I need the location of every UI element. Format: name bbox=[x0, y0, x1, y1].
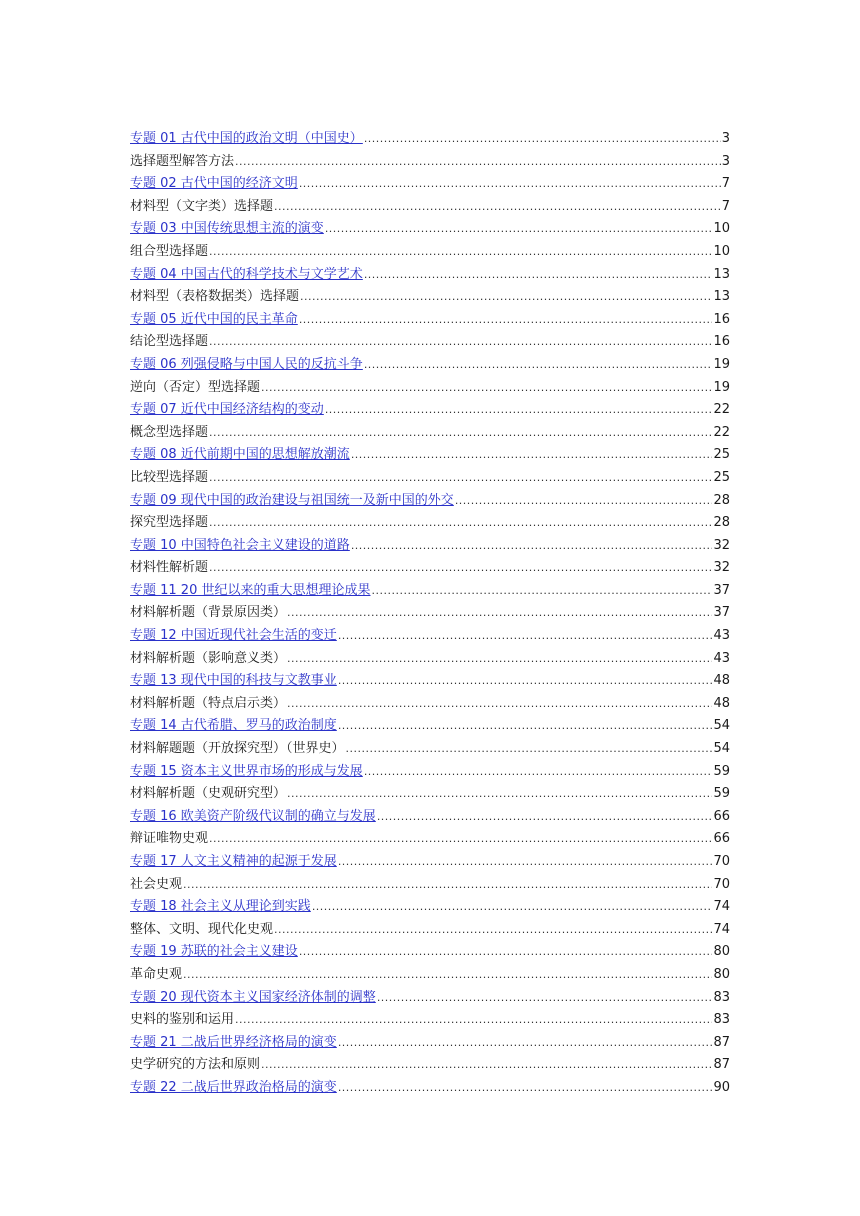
dot-leader bbox=[287, 648, 712, 671]
toc-entry bbox=[130, 241, 730, 264]
toc-link-title[interactable]: 专题 13 现代中国的科技与文教事业 bbox=[130, 673, 337, 689]
toc-entry-link[interactable] bbox=[130, 806, 730, 829]
dot-leader bbox=[325, 399, 713, 422]
toc-title: 材料解析题（史观研究型） bbox=[130, 786, 287, 802]
toc-title: 整体、文明、现代化史观 bbox=[130, 921, 274, 937]
dot-leader bbox=[338, 670, 713, 693]
dot-leader bbox=[338, 1032, 713, 1055]
page-number: 10 bbox=[713, 243, 730, 259]
dot-leader bbox=[209, 422, 712, 445]
page-number: 70 bbox=[713, 854, 730, 869]
toc-title: 革命史观 bbox=[130, 966, 183, 982]
toc-title: 组合型选择题 bbox=[130, 243, 209, 259]
dot-leader bbox=[287, 693, 712, 716]
dot-leader bbox=[209, 512, 712, 535]
page-number: 66 bbox=[713, 831, 730, 847]
dot-leader bbox=[209, 557, 712, 580]
toc-title: 材料型（表格数据类）选择题 bbox=[130, 289, 300, 305]
page-number: 66 bbox=[713, 808, 730, 824]
toc-link-title[interactable]: 专题 11 20 世纪以来的重大思想理论成果 bbox=[130, 582, 371, 598]
toc-entry-link[interactable] bbox=[130, 761, 730, 784]
toc-link-title[interactable]: 专题 22 二战后世界政治格局的演变 bbox=[130, 1079, 337, 1095]
toc-entry-link[interactable] bbox=[130, 535, 730, 558]
toc-link-title[interactable]: 专题 19 苏联的社会主义建设 bbox=[130, 944, 298, 960]
dot-leader bbox=[364, 128, 721, 151]
page-number: 74 bbox=[713, 899, 730, 915]
page-number: 43 bbox=[713, 628, 730, 644]
dot-leader bbox=[312, 896, 713, 919]
dot-leader bbox=[287, 602, 712, 625]
toc-link-title[interactable]: 专题 16 欧美资产阶级代议制的确立与发展 bbox=[130, 808, 376, 824]
page-number: 19 bbox=[713, 356, 730, 372]
toc-link-title[interactable]: 专题 03 中国传统思想主流的演变 bbox=[130, 221, 324, 237]
toc-entry-link[interactable] bbox=[130, 941, 730, 964]
page-number: 74 bbox=[713, 921, 730, 937]
toc-entry-link[interactable] bbox=[130, 580, 730, 603]
page-number: 83 bbox=[713, 989, 730, 1005]
toc-link-title[interactable]: 专题 20 现代资本主义国家经济体制的调整 bbox=[130, 989, 376, 1005]
table-of-contents bbox=[130, 128, 730, 1100]
toc-entry bbox=[130, 151, 730, 174]
page-number: 54 bbox=[713, 741, 730, 757]
dot-leader bbox=[351, 444, 713, 467]
toc-title: 选择题型解答方法 bbox=[130, 153, 235, 169]
dot-leader bbox=[209, 828, 712, 851]
toc-title: 逆向（否定）型选择题 bbox=[130, 379, 261, 395]
dot-leader bbox=[299, 941, 713, 964]
toc-link-title[interactable]: 专题 06 列强侵略与中国人民的反抗斗争 bbox=[130, 356, 363, 372]
toc-link-title[interactable]: 专题 08 近代前期中国的思想解放潮流 bbox=[130, 447, 350, 463]
dot-leader bbox=[235, 1009, 712, 1032]
dot-leader bbox=[377, 987, 713, 1010]
toc-entry bbox=[130, 738, 730, 761]
toc-title: 结论型选择题 bbox=[130, 334, 209, 350]
toc-entry-link[interactable] bbox=[130, 264, 730, 287]
toc-entry bbox=[130, 602, 730, 625]
dot-leader bbox=[338, 715, 713, 738]
page-number: 54 bbox=[713, 718, 730, 734]
page-number: 10 bbox=[713, 221, 730, 237]
toc-link-title[interactable]: 专题 15 资本主义世界市场的形成与发展 bbox=[130, 763, 363, 779]
dot-leader bbox=[351, 535, 713, 558]
dot-leader bbox=[338, 1077, 713, 1100]
toc-link-title[interactable]: 专题 07 近代中国经济结构的变动 bbox=[130, 402, 324, 418]
toc-link-title[interactable]: 专题 10 中国特色社会主义建设的道路 bbox=[130, 537, 350, 553]
toc-title: 概念型选择题 bbox=[130, 424, 209, 440]
page-number: 83 bbox=[713, 1012, 730, 1028]
dot-leader bbox=[338, 625, 713, 648]
toc-entry bbox=[130, 828, 730, 851]
page-number: 87 bbox=[713, 1034, 730, 1050]
dot-leader bbox=[235, 151, 721, 174]
page-number: 37 bbox=[713, 605, 730, 621]
dot-leader bbox=[183, 874, 712, 897]
page-number: 90 bbox=[713, 1079, 730, 1095]
toc-entry-link[interactable] bbox=[130, 896, 730, 919]
toc-entry-link[interactable] bbox=[130, 987, 730, 1010]
page-number: 22 bbox=[713, 424, 730, 440]
dot-leader bbox=[209, 331, 712, 354]
dot-leader bbox=[274, 196, 721, 219]
toc-entry bbox=[130, 874, 730, 897]
toc-entry-link[interactable] bbox=[130, 490, 730, 513]
toc-entry-link[interactable] bbox=[130, 173, 730, 196]
toc-title: 材料型（文字类）选择题 bbox=[130, 198, 274, 214]
dot-leader bbox=[209, 467, 712, 490]
toc-entry-link[interactable] bbox=[130, 625, 730, 648]
dot-leader bbox=[299, 173, 721, 196]
toc-entry bbox=[130, 377, 730, 400]
toc-title: 材料解析题（特点启示类） bbox=[130, 695, 287, 711]
toc-entry-link[interactable] bbox=[130, 1032, 730, 1055]
toc-entry bbox=[130, 512, 730, 535]
toc-entry bbox=[130, 783, 730, 806]
page-number: 28 bbox=[713, 492, 730, 508]
toc-link-title[interactable]: 专题 18 社会主义从理论到实践 bbox=[130, 899, 311, 915]
toc-link-title[interactable]: 专题 01 古代中国的政治文明（中国史） bbox=[130, 131, 363, 146]
page-number: 59 bbox=[713, 763, 730, 779]
toc-entry bbox=[130, 557, 730, 580]
toc-entry bbox=[130, 331, 730, 354]
toc-entry bbox=[130, 693, 730, 716]
toc-entry-link[interactable] bbox=[130, 309, 730, 332]
toc-entry bbox=[130, 467, 730, 490]
page-number: 25 bbox=[713, 469, 730, 485]
page-number: 13 bbox=[713, 266, 730, 282]
dot-leader bbox=[274, 919, 712, 942]
page-number: 19 bbox=[713, 379, 730, 395]
toc-entry bbox=[130, 422, 730, 445]
toc-link-title[interactable]: 专题 17 人文主义精神的起源于发展 bbox=[130, 854, 337, 869]
toc-title: 比较型选择题 bbox=[130, 469, 209, 485]
page-number: 48 bbox=[713, 695, 730, 711]
toc-title: 材料解析题（背景原因类） bbox=[130, 605, 287, 621]
toc-title: 材料解题题（开放探究型）（世界史） bbox=[130, 741, 345, 757]
page-number: 7 bbox=[721, 198, 730, 214]
page-number: 70 bbox=[713, 876, 730, 892]
dot-leader bbox=[261, 1054, 712, 1077]
dot-leader bbox=[299, 309, 713, 332]
dot-leader bbox=[364, 354, 713, 377]
toc-entry-link[interactable] bbox=[130, 444, 730, 467]
toc-link-title[interactable]: 专题 02 古代中国的经济文明 bbox=[130, 176, 298, 192]
dot-leader bbox=[338, 851, 713, 874]
toc-entry bbox=[130, 286, 730, 309]
dot-leader bbox=[377, 806, 713, 829]
dot-leader bbox=[346, 738, 713, 761]
dot-leader bbox=[300, 286, 712, 309]
toc-entry-link[interactable] bbox=[130, 715, 730, 738]
toc-title: 材料解析题（影响意义类） bbox=[130, 650, 287, 666]
toc-entry bbox=[130, 196, 730, 219]
toc-link-title[interactable]: 专题 14 古代希腊、罗马的政治制度 bbox=[130, 718, 337, 734]
page-number: 80 bbox=[713, 944, 730, 960]
dot-leader bbox=[364, 264, 713, 287]
page-number: 16 bbox=[713, 311, 730, 327]
dot-leader bbox=[371, 580, 712, 603]
toc-entry bbox=[130, 964, 730, 987]
toc-entry-link[interactable] bbox=[130, 670, 730, 693]
toc-title: 史学研究的方法和原则 bbox=[130, 1057, 261, 1073]
toc-entry-link[interactable] bbox=[130, 399, 730, 422]
toc-title: 史料的鉴别和运用 bbox=[130, 1012, 235, 1028]
toc-title: 探究型选择题 bbox=[130, 515, 209, 531]
page-number: 25 bbox=[713, 447, 730, 463]
page-number: 37 bbox=[713, 582, 730, 598]
dot-leader bbox=[287, 783, 712, 806]
dot-leader bbox=[325, 218, 713, 241]
toc-entry-link[interactable] bbox=[130, 1077, 730, 1100]
dot-leader bbox=[364, 761, 713, 784]
toc-title: 辩证唯物史观 bbox=[130, 831, 209, 847]
dot-leader bbox=[455, 490, 713, 513]
toc-entry bbox=[130, 919, 730, 942]
toc-entry-link[interactable] bbox=[130, 128, 730, 151]
page-number: 32 bbox=[713, 537, 730, 553]
page-number: 3 bbox=[721, 153, 730, 169]
page-number: 80 bbox=[713, 966, 730, 982]
toc-entry-link[interactable] bbox=[130, 851, 730, 874]
page-number: 59 bbox=[713, 786, 730, 802]
page-number: 13 bbox=[713, 289, 730, 305]
toc-entry bbox=[130, 1009, 730, 1032]
page-number: 48 bbox=[713, 673, 730, 689]
page-number: 43 bbox=[713, 650, 730, 666]
dot-leader bbox=[261, 377, 712, 400]
toc-entry bbox=[130, 648, 730, 671]
toc-title: 社会史观 bbox=[130, 876, 183, 892]
page-number: 32 bbox=[713, 560, 730, 576]
toc-title: 材料性解析题 bbox=[130, 560, 209, 576]
toc-link-title[interactable]: 专题 05 近代中国的民主革命 bbox=[130, 311, 298, 327]
page-number: 87 bbox=[713, 1057, 730, 1073]
page-number: 22 bbox=[713, 402, 730, 418]
page-number: 7 bbox=[721, 176, 730, 192]
dot-leader bbox=[209, 241, 712, 264]
page-number: 16 bbox=[713, 334, 730, 350]
toc-entry-link[interactable] bbox=[130, 354, 730, 377]
page-number: 3 bbox=[721, 131, 730, 146]
toc-link-title[interactable]: 专题 21 二战后世界经济格局的演变 bbox=[130, 1034, 337, 1050]
toc-entry bbox=[130, 1054, 730, 1077]
toc-link-title[interactable]: 专题 12 中国近现代社会生活的变迁 bbox=[130, 628, 337, 644]
page-number: 28 bbox=[713, 515, 730, 531]
toc-link-title[interactable]: 专题 04 中国古代的科学技术与文学艺术 bbox=[130, 266, 363, 282]
toc-link-title[interactable]: 专题 09 现代中国的政治建设与祖国统一及新中国的外交 bbox=[130, 492, 454, 508]
toc-entry-link[interactable] bbox=[130, 218, 730, 241]
dot-leader bbox=[183, 964, 712, 987]
